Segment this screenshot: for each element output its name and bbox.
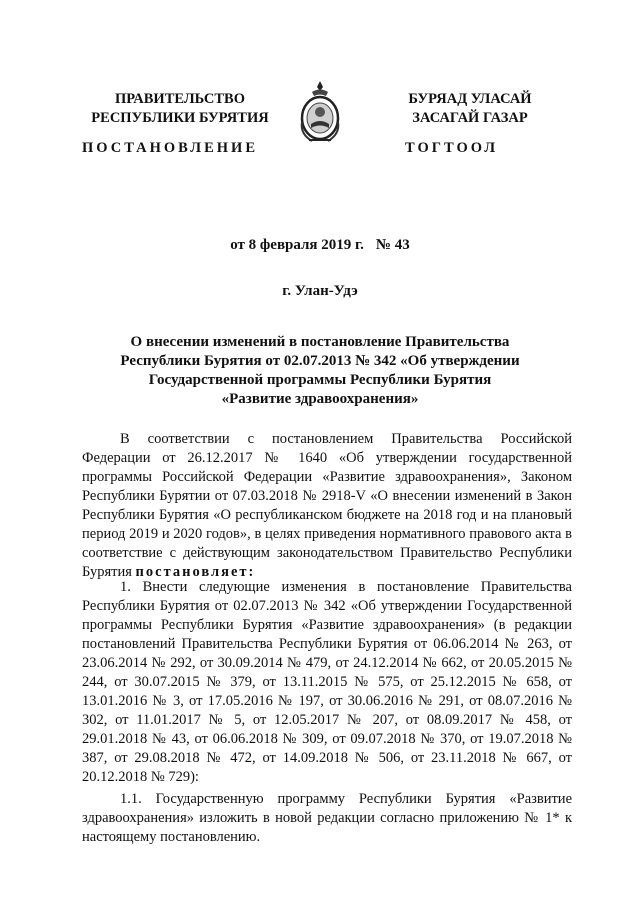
doc-kind-russian: ПОСТАНОВЛЕНИЕ: [82, 140, 259, 156]
header-left-line1: ПРАВИТЕЛЬСТВО: [115, 91, 245, 107]
document-city: г. Улан-Удэ: [282, 283, 358, 299]
item-1-1-text: 1.1. Государственную программу Республики Бурятия «Развитие здравоохранения» изложить в новой редакции согласно приложению № 1* к настоящему постановлению.: [82, 791, 572, 845]
title-line2: Республики Бурятия от 02.07.2013 № 342 «Об утверждении: [120, 353, 520, 369]
decree-word: постановляет:: [135, 564, 256, 580]
paragraph-item-1: [82, 578, 572, 787]
document-title: [100, 333, 540, 409]
header-right-line1: БУРЯАД УЛАСАЙ: [408, 91, 532, 107]
doc-kind-buryat: ТОГТООЛ: [405, 140, 499, 156]
title-line4: «Развитие здравоохранения»: [221, 391, 419, 407]
paragraph-preamble: [82, 430, 572, 582]
paragraph-item-1-1: [82, 790, 572, 847]
preamble-text: В соответствии с постановлением Правительства Российской Федерации от 26.12.2017 № 1640 «Об утверждении государственной программы Российской Федерации «Развитие здравоохранения», Законом Республики Бурятии от 07.03.2018 № 2918-V «О внесении изменений в Закон Республики Бурятия «О республиканском бюджете на 2018 год и на плановый период 2019 и 2020 годов», в целях приведения нормативного правового акта в соответствие с действующим законодательством Правительство Республики Бурятия: [82, 431, 572, 580]
title-line1: О внесении изменений в постановление Правительства: [130, 334, 510, 350]
title-line3: Государственной программы Республики Бурятия: [148, 372, 492, 388]
document-date: от 8 февраля 2019 г.: [230, 237, 364, 253]
header-left-line2: РЕСПУБЛИКИ БУРЯТИЯ: [91, 110, 269, 126]
date-number-line: [0, 237, 640, 254]
header-right-line2: ЗАСАГАЙ ГАЗАР: [412, 110, 528, 126]
document-number: № 43: [375, 237, 410, 253]
coat-of-arms-icon: [297, 78, 343, 146]
item-1-text: 1. Внести следующие изменения в постановление Правительства Республики Бурятия от 02.07.2013 № 342 «Об утверждении Государственной программы Республики Бурятия «Развитие здравоохранения» (в редакции постановлений Правительства Республики Бурятия от 06.06.2014 № 263, от 23.06.2014 № 292, от 30.09.2014 № 479, от 24.12.2014 № 662, от 20.05.2015 № 244, от 30.07.2015 № 379, от 13.11.2015 № 575, от 25.12.2015 № 658, от 13.01.2016 № 3, от 17.05.2016 № 197, от 30.06.2016 № 291, от 08.07.2016 № 302, от 11.01.2017 № 5, от 12.05.2017 № 207, от 08.09.2017 № 458, от 29.01.2018 № 43, от 06.06.2018 № 309, от 09.07.2018 № 370, от 19.07.2018 № 387, от 29.08.2018 № 472, от 14.09.2018 № 506, от 23.11.2018 № 667, от 20.12.2018 № 729):: [82, 579, 572, 785]
header-right-block: [380, 90, 560, 128]
header-left-block: [80, 90, 280, 128]
